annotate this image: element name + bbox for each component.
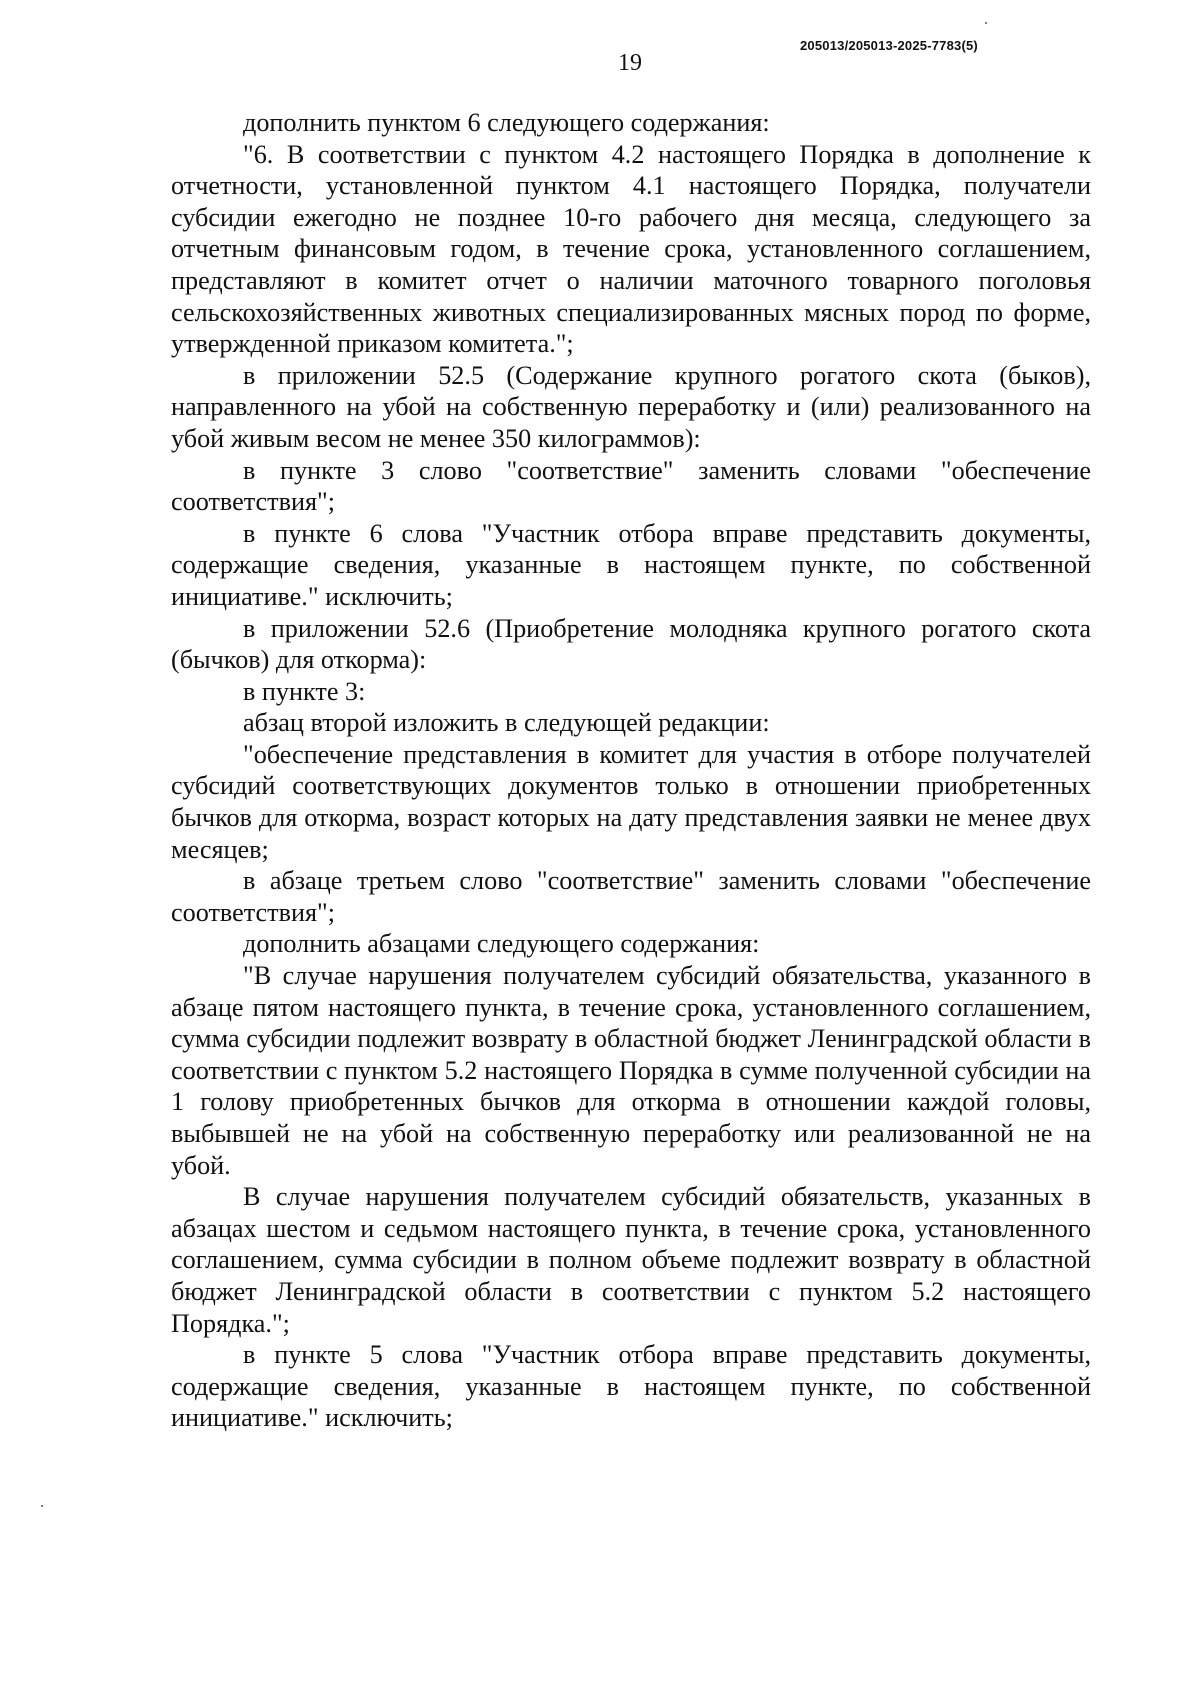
paragraph: В случае нарушения получателем субсидий обязательств, указанных в абзацах шестом и седьмом настоящего пункта, в течение срока, установленного соглашением, сумма субсидии в полном объеме подлежит возврату в областной бюджет Ленинградской области в соответствии с пунктом 5.2 настоящего Порядка."; xyxy=(171,1182,1091,1338)
paragraph: в пункте 3 слово "соответствие" заменить словами "обеспечение соответствия"; xyxy=(171,455,1091,517)
paragraph: в приложении 52.5 (Содержание крупного рогатого скота (быков), направленного на убой на собственную переработку и (или) реализованного на убой живым весом не менее 350 килограммов): xyxy=(171,360,1091,453)
scan-speck xyxy=(985,22,987,24)
paragraph: "6. В соответствии с пунктом 4.2 настоящего Порядка в дополнение к отчетности, установленной пунктом 4.1 настоящего Порядка, получатели субсидии ежегодно не позднее 10-го рабочего дня месяца, следующего за отчетным финансовым годом, в течение срока, установленного соглашением, представляют в комитет отчет о наличии маточного товарного поголовья сельскохозяйственных животных специализированных мясных пород по форме, утвержденной приказом комитета."; xyxy=(171,139,1091,359)
paragraph: дополнить пунктом 6 следующего содержания: xyxy=(243,108,770,137)
page-number: 19 xyxy=(618,50,642,76)
document-body xyxy=(171,107,1091,1434)
paragraph: в приложении 52.6 (Приобретение молодняка крупного рогатого скота (бычков) для откорма): xyxy=(171,613,1091,675)
document-registration-number: 205013/205013-2025-7783(5) xyxy=(800,38,978,53)
scan-speck xyxy=(41,1505,43,1507)
paragraph: "обеспечение представления в комитет для участия в отборе получателей субсидий соответствующих документов только в отношении приобретенных бычков для откорма, возраст которых на дату представления заявки не менее двух месяцев; xyxy=(171,739,1091,864)
paragraph: дополнить абзацами следующего содержания: xyxy=(243,929,760,959)
paragraph: в пункте 6 слова "Участник отбора вправе представить документы, содержащие сведения, указанные в настоящем пункте, по собственной инициативе." исключить; xyxy=(171,518,1091,611)
paragraph: в пункте 5 слова "Участник отбора вправе представить документы, содержащие сведения, указанные в настоящем пункте, по собственной инициативе." исключить; xyxy=(171,1340,1091,1433)
paragraph: абзац второй изложить в следующей редакции: xyxy=(243,708,770,738)
paragraph: "В случае нарушения получателем субсидий обязательства, указанного в абзаце пятом настоящего пункта, в течение срока, установленного соглашением, сумма субсидии подлежит возврату в областной бюджет Ленинградской области в соответствии с пунктом 5.2 настоящего Порядка в сумме полученной субсидии на 1 голову приобретенных бычков для откорма в отношении каждой головы, выбывшей не на убой на собственную переработку или реализованной не на убой. xyxy=(171,961,1091,1180)
paragraph: в абзаце третьем слово "соответствие" заменить словами "обеспечение соответствия"; xyxy=(171,866,1091,927)
paragraph: в пункте 3: xyxy=(243,676,366,706)
